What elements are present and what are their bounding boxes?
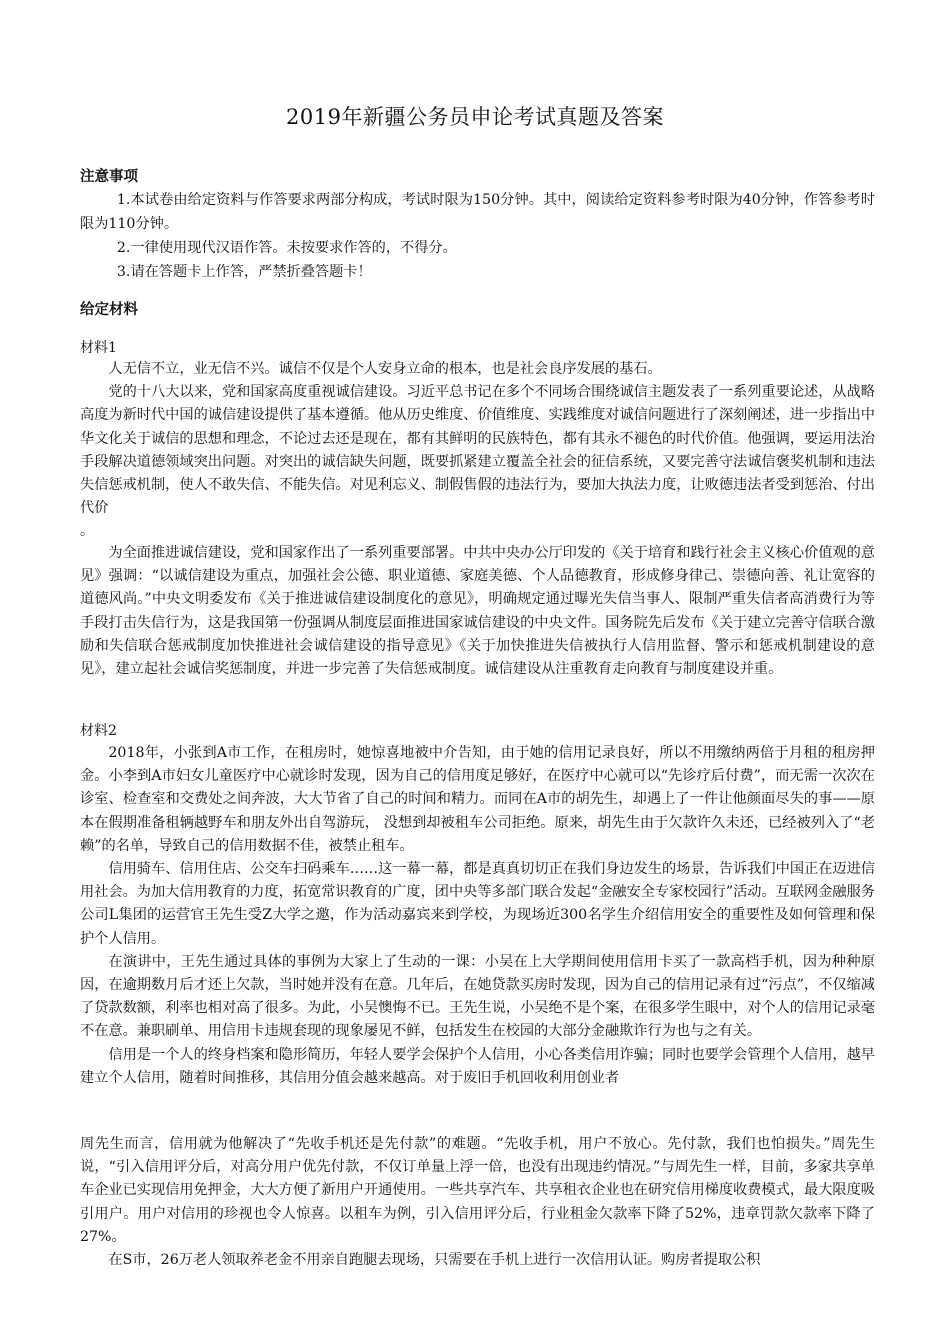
material2-label: 材料2 xyxy=(80,723,117,739)
notice-item: 3.请在答题卡上作答，严禁折叠答题卡！ xyxy=(116,264,372,280)
materials-heading: 给定材料 xyxy=(80,302,138,318)
paragraph: 人无信不立，业无信不兴。诚信不仅是个人安身立命的根本，也是社会良序发展的基石。 xyxy=(108,361,662,377)
material2-body-cont xyxy=(80,1133,875,1272)
document-title: 2019年新疆公务员申论考试真题及答案 xyxy=(286,105,664,129)
notice-item: 1.本试卷由给定资料与作答要求两部分构成，考试时限为150分钟。其中，阅读给定资料参考时限为40分钟，作答参考时限为110分钟。 xyxy=(80,192,875,232)
paragraph: 信用是一个人的终身档案和隐形简历，年轻人要学会保护个人信用，小心各类信用诈骗；同时也要学会管理个人信用，越早建立个人信用，随着时间推移，其信用分值会越来越高。对于废旧手机回收利用创业者 xyxy=(80,1046,875,1086)
notice-heading: 注意事项 xyxy=(80,169,138,185)
paragraph: 党的十八大以来，党和国家高度重视诚信建设。习近平总书记在多个不同场合围绕诚信主题发表了一系列重要论述，从战略高度为新时代中国的诚信建设提供了基本遵循。他从历史维度、价值维度、实践维度对诚信问题进行了深刻阐述，进一步指出中华文化关于诚信的思想和理念，不论过去还是现在，都有其鲜明的民族特色，都有其永不褪色的时代价值。他强调，要运用法治手段解决道德领域突出问题。对突出的诚信缺失问题，既要抓紧建立覆盖全社会的征信系统，又要完善守法诚信褒奖机制和违法失信惩戒机制，使人不敢失信、不能失信。对见利忘义、制假售假的违法行为，要加大执法力度，让败德违法者受到惩治、付出代价 xyxy=(80,384,875,517)
paragraph: 为全面推进诚信建设，党和国家作出了一系列重要部署。中共中央办公厅印发的《关于培育和践行社会主义核心价值观的意见》强调：“以诚信建设为重点，加强社会公德、职业道德、家庭美德、个人品德教育，形成修身律己、崇德向善、礼让宽容的道德风尚。”中央文明委发布《关于推进诚信建设制度化的意见》，明确规定通过曝光失信当事人、限制严重失信者高消费行为等手段打击失信行为，这是我国第一份强调从制度层面推进国家诚信建设的中央文件。国务院先后发布《关于建立完善守信联合激励和失信联合惩戒制度加快推进社会诚信建设的指导意见》《关于加快推进失信被执行人信用监督、警示和惩戒机制建设的意见》，建立起社会诚信奖惩制度，并进一步完善了失信惩戒制度。诚信建设从注重教育走向教育与制度建设并重。 xyxy=(80,545,875,678)
paragraph: 在S市，26万老人领取养老金不用亲自跑腿去现场，只需要在手机上进行一次信用认证。购房者提取公积 xyxy=(108,1252,761,1269)
paragraph: 。 xyxy=(80,523,95,540)
material2-body xyxy=(80,742,875,1090)
material1-body xyxy=(80,358,875,544)
paragraph: 信用骑车、信用住店、公交车扫码乘车……这一幕一幕，都是真真切切正在我们身边发生的场景，告诉我们中国正在迈进信用社会。为加大信用教育的力度，拓宽常识教育的广度，团中央等多部门联合发起“金融安全专家校园行”活动。互联网金融服务公司L集团的运营官王先生受Z大学之邀，作为活动嘉宾来到学校，为现场近300名学生介绍信用安全的重要性及如何管理和保护个人信用。 xyxy=(80,861,875,947)
material1-body-cont xyxy=(80,542,875,681)
notice-list xyxy=(80,188,875,284)
notice-item: 2.一律使用现代汉语作答。未按要求作答的，不得分。 xyxy=(116,240,457,256)
paragraph: 周先生而言，信用就为他解决了“先收手机还是先付款”的难题。“先收手机，用户不放心。先付款，我们也怕损失。”周先生说，“引入信用评分后，对高分用户优先付款，不仅订单量上浮一倍，也没有出现违约情况。”与周先生一样，目前，多家共享单车企业已实现信用免押金，大大方便了新用户开通使用。一些共享汽车、共享租衣企业也在研究信用梯度收费模式，最大限度吸引用户。用户对信用的珍视也令人惊喜。以租车为例，引入信用评分后，行业租金欠款率下降了52%，违章罚款欠款率下降了27%。 xyxy=(80,1136,875,1245)
paragraph: 在演讲中，王先生通过具体的事例为大家上了生动的一课：小吴在上大学期间使用信用卡买了一款高档手机，因为种种原因，在逾期数月后才还上欠款，当时她并没有在意。几年后，在她贷款买房时发现，因为自己的信用记录有过“污点”，不仅缩减了贷款数额，利率也相对高了很多。为此，小吴懊悔不已。王先生说，小吴绝不是个案，在很多学生眼中，对个人的信用记录毫不在意。兼职刷单、用信用卡违规套现的现象屡见不鲜，包括发生在校园的大部分金融欺诈行为也与之有关。 xyxy=(80,953,875,1040)
paragraph: 2018年，小张到A市工作，在租房时，她惊喜地被中介告知，由于她的信用记录良好，所以不用缴纳两倍于月租的租房押金。小李到A市妇女儿童医疗中心就诊时发现，因为自己的信用度足够好，在医疗中心就可以“先诊疗后付费”，而无需一次次在诊室、检查室和交费处之间奔波，大大节省了自己的时间和精力。而同在A市的胡先生，却遇上了一件让他颜面尽失的事——原本在假期准备租辆越野车和朋友外出自驾游玩， 没想到却被租车公司拒绝。原来，胡先生由于欠款许久未还，已经被列入了“老赖”的名单，导致自己的信用数据不佳，被禁止租车。 xyxy=(80,745,875,854)
material1-label: 材料1 xyxy=(80,340,117,356)
